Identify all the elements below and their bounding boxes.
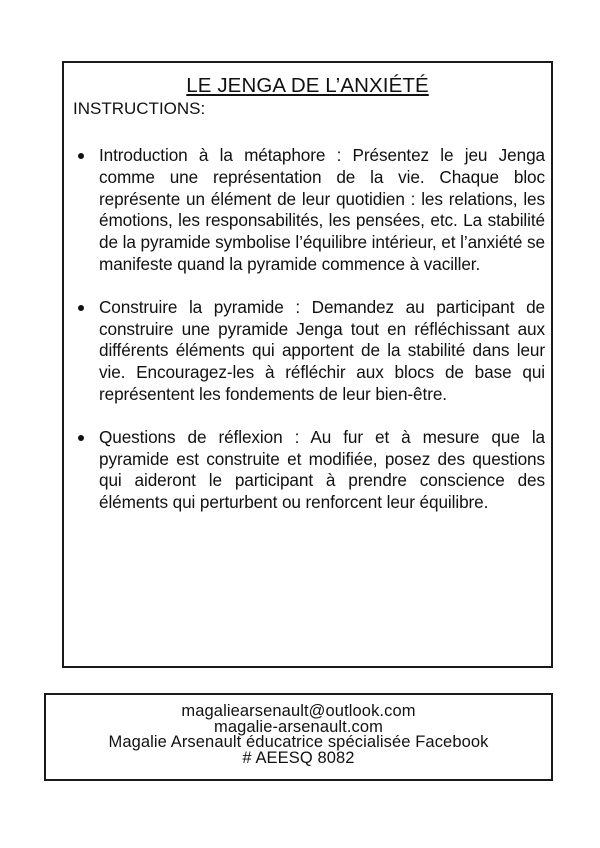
instructions-heading: INSTRUCTIONS: — [73, 99, 206, 118]
contact-website: magalie-arsenault.com — [213, 717, 383, 736]
contact-footer — [44, 693, 553, 781]
instruction-item-build-pyramid: Construire la pyramide : Demandez au participant de construire une pyramide Jenga tout en réfléchissant aux différents éléments qui apportent de la stabilité dans leur vie. Encouragez-les à réfléchir aux blocs de base qui représentent les fondements de leur bien-être. — [99, 296, 545, 404]
contact-member-id: # AEESQ 8082 — [242, 748, 355, 767]
instruction-item-introduction: Introduction à la métaphore : Présentez le jeu Jenga comme une représentation de la vie. Chaque bloc représente un élément de leur quotidien : les relations, les émotions, les responsabilités, les pensées, etc. La stabilité de la pyramide symbolise l’équilibre intérieur, et l’anxiété se manifeste quand la pyramide commence à vaciller. — [99, 145, 545, 274]
contact-email: magaliearsenault@outlook.com — [181, 702, 416, 720]
contact-facebook: Magalie Arsenault éducatrice spécialisée Facebook — [108, 733, 489, 751]
instruction-item-reflection-questions: Questions de réflexion : Au fur et à mesure que la pyramide est construite et modifiée, posez des questions qui aideront le participant à prendre conscience des éléments qui perturbent ou renforcent leur équilibre. — [99, 426, 545, 513]
instructions-list — [64, 145, 555, 514]
instructions-panel — [62, 61, 553, 668]
page-title: LE JENGA DE L’ANXIÉTÉ — [186, 74, 429, 97]
